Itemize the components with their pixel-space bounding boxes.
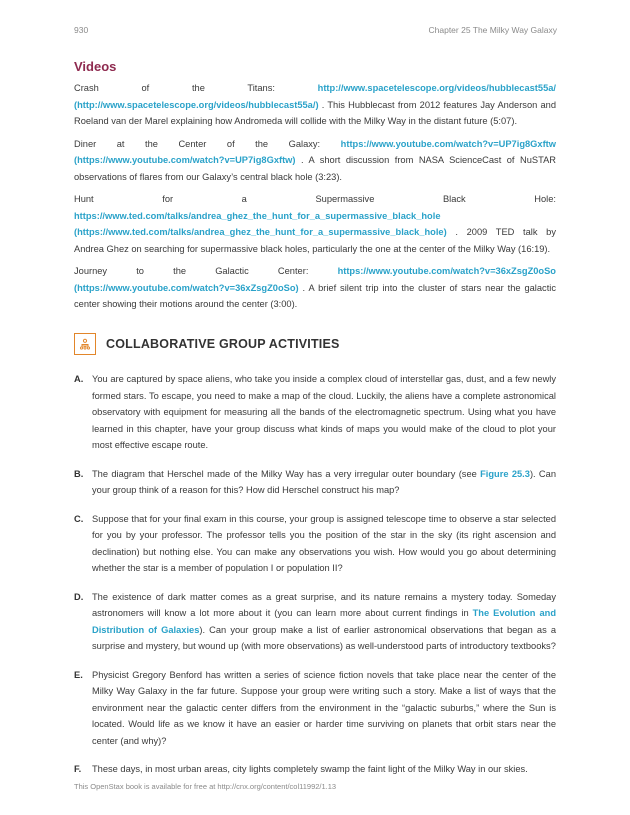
video-link[interactable]: http://www.spacetelescope.org/videos/hubblecast55a/ [317, 83, 556, 93]
video-entries [74, 80, 556, 319]
video-link[interactable]: https://www.youtube.com/watch?v=36xZsgZ0oSo [337, 266, 556, 276]
activity-item [74, 511, 556, 577]
activity-item [74, 667, 556, 750]
video-link[interactable]: https://www.ted.com/talks/andrea_ghez_the_hunt_for_a_supermassive_black_hole [74, 210, 441, 221]
activity-label: D. [74, 591, 84, 602]
activity-text-post: ). Can your group think of a reason for this? How did Herschel construct his map? [92, 468, 556, 495]
cga-title: COLLABORATIVE GROUP ACTIVITIES [106, 337, 340, 351]
activity-text: The diagram that Herschel made of the Milky Way has a very irregular outer boundary (see [92, 468, 481, 479]
chapter-link[interactable]: The Evolution and Distribution of Galaxies [92, 608, 556, 635]
video-link-paren[interactable]: (https://www.ted.com/talks/andrea_ghez_the_hunt_for_a_supermassive_black_hole) [74, 227, 447, 237]
activity-text: These days, in most urban areas, city lights completely swamp the faint light of the Milky Way in our skies. [92, 764, 528, 774]
video-desc: . 2009 TED talk by Andrea Ghez on searching for supermassive black holes, particularly the one at the center of the Milky Way (16:19). [74, 227, 556, 254]
activity-label: B. [74, 468, 84, 479]
video-desc: . This Hubblecast from 2012 features Jay Anderson and Roeland van der Marel explaining how Andromeda will collide with the Milky Way in the distant future (5:07). [74, 99, 556, 126]
activity-text: Suppose that for your final exam in this course, your group is assigned telescope time to observe a star selected for you by your professor. The professor tells you the position of the star in the sky (its right ascension and declination) but nothing else. You can make any observations you wish. How would you go about determining whether the star is a member of population I or population II? [92, 513, 556, 573]
video-link-paren[interactable]: (https://www.youtube.com/watch?v=UP7ig8Gxftw) [74, 155, 296, 165]
activity-item [74, 371, 556, 454]
footer-text: This OpenStax book is available for free at http://cnx.org/content/col11992/1.13 [74, 782, 337, 791]
video-lead: Crash of the Titans: [74, 83, 318, 93]
group-activity-icon [74, 333, 96, 355]
activity-label: C. [74, 513, 84, 524]
chapter-title: Chapter 25 The Milky Way Galaxy [428, 25, 557, 35]
activities-list [74, 371, 556, 790]
activity-label: E. [74, 669, 83, 680]
activity-text: You are captured by space aliens, who take you inside a complex cloud of interstellar gas, dust, and a few newly formed stars. To escape, you need to make a map of the cloud. Luckily, the aliens have a complete astronomical observatory with equipment for measuring all the bands of the electromagnetic spectrum. Using what you have learned in this chapter, have your group discuss what kinds of maps you would make of the cloud to plot your most effective escape route. [92, 374, 556, 450]
video-entry [74, 80, 556, 130]
activity-text: The existence of dark matter comes as a great surprise, and its nature remains a mystery today. Someday astronomers will know a lot more about it (you can learn more about current findings in [92, 591, 556, 618]
activity-label: A. [74, 374, 84, 384]
video-entry [74, 263, 556, 313]
video-lead: Diner at the Center of the Galaxy: [74, 138, 341, 149]
video-link-paren[interactable]: (https://www.youtube.com/watch?v=36xZsgZ0oSo) [74, 282, 299, 293]
video-entry [74, 136, 556, 186]
activity-item [74, 466, 556, 499]
page-number: 930 [74, 25, 89, 35]
activity-label: F. [74, 764, 82, 774]
video-desc: . A short discussion from NASA ScienceCast of NuSTAR observations of flares from our Galaxy’s central black hole (3:23). [74, 155, 556, 182]
cga-header [74, 333, 556, 359]
video-entry [74, 191, 556, 257]
activity-text: Physicist Gregory Benford has written a series of science fiction novels that take place near the center of the Milky Way Galaxy in the far future. Suppose your group were writing such a story. Make a list of ways that the environment near the galactic center differs from the environment in the “galactic suburbs,” where the Sun is located. Would life as we know it have an easier or harder time surviving on planets that orbit stars near the center (and why)? [92, 669, 556, 746]
activity-text-post: ). Can your group make a list of earlier astronomical observations that began as a surprise and mystery, but wound up (with more observations) as well-understood parts of introductory textbooks? [92, 624, 556, 651]
video-link[interactable]: https://www.youtube.com/watch?v=UP7ig8Gxftw [340, 138, 556, 149]
video-link-paren[interactable]: (http://www.spacetelescope.org/videos/hubblecast55a/) [74, 99, 319, 110]
video-lead: Hunt for a Supermassive Black Hole: [74, 194, 556, 204]
figure-link[interactable]: Figure 25.3 [480, 468, 530, 479]
video-desc: . A brief silent trip into the cluster of stars near the galactic center showing their motions around the center (3:00). [74, 282, 556, 309]
video-lead: Journey to the Galactic Center: [74, 266, 338, 276]
activity-item [74, 589, 556, 655]
activity-item [74, 761, 556, 778]
videos-heading: Videos [74, 59, 117, 74]
